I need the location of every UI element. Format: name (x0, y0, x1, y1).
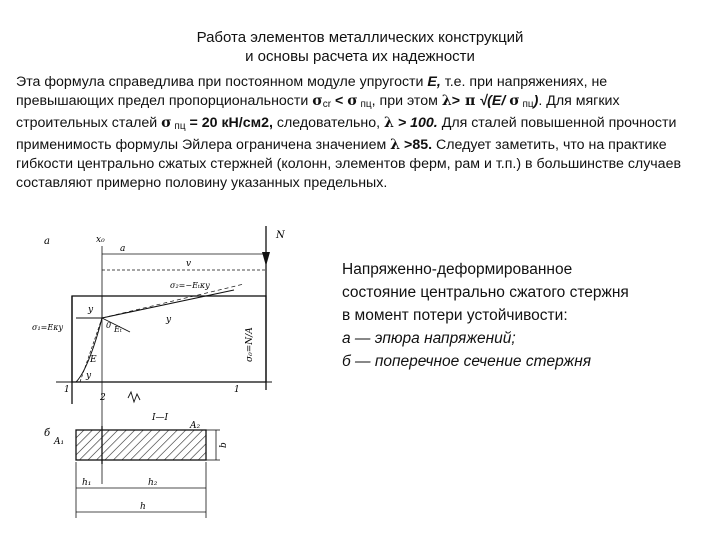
sigma-symbol: σ (509, 93, 520, 109)
label-A1: A₁ (54, 437, 65, 447)
label-h: h (140, 502, 146, 512)
stress-rectangle (72, 296, 266, 382)
label-h1: h₁ (82, 478, 92, 488)
cross-section (76, 430, 206, 460)
caption-line-3: в момент потери устойчивости: (342, 307, 568, 324)
formula-run: √(E/ (475, 93, 510, 109)
lambda-symbol: λ (390, 137, 401, 153)
pi-symbol: π (460, 93, 476, 109)
text-run: , при этом (371, 93, 442, 109)
sigma-symbol: σ (347, 93, 358, 109)
label-section: I—I (152, 413, 169, 423)
text-run: т.е. при напряжениях, не превышающих предел пропорциональности (16, 74, 608, 109)
label-a-dim: a (120, 244, 126, 254)
caption-line-1: Напряженно-деформированное (342, 261, 573, 278)
label-x0: x₀ (96, 235, 105, 245)
caption-line-5: б — поперечное сечение стержня (342, 353, 592, 370)
label-zero: 0 (106, 321, 112, 330)
label-b: б (44, 428, 51, 439)
label-y-top: y (88, 305, 94, 315)
subscript: пц (357, 99, 372, 110)
value-run: >85. (400, 137, 433, 153)
main-paragraph (16, 73, 706, 193)
label-1-right: 1 (234, 385, 240, 395)
value-run: = 20 кН/см2, (185, 115, 273, 131)
label-sigma2: σ₂=−Eₜκy (170, 281, 210, 290)
label-A2: A₂ (190, 421, 201, 431)
stress-diagram (20, 222, 320, 538)
lambda-symbol: λ (441, 93, 452, 109)
label-a: а (44, 236, 50, 247)
subscript: cr (322, 99, 332, 110)
text-run: Эта формула справедлива при постоянном модуле упругости (16, 74, 428, 90)
text-run: Следует заметить, что на практике гибкости центрально сжатых стержней (колонн, элементов ферм, рам и т.п.) в большинстве случаев составляют примерно половину указанных предельных. (16, 137, 681, 191)
label-b-dim: b (219, 442, 229, 448)
text-run: . Для мягких строительных сталей (16, 93, 620, 131)
label-v: v (186, 259, 192, 269)
title-line-2: и основы расчета их надежности (245, 48, 475, 65)
label-y-right: y (166, 315, 172, 325)
caption-line-4: а — эпюра напряжений; (342, 330, 516, 347)
formula-run: ) (533, 93, 539, 109)
label-sigma1: σ₁=Eκy (32, 323, 63, 332)
text-run: > (451, 93, 461, 109)
text-run: Для сталей повышенной прочности применимость формулы Эйлера ограничена значением (16, 115, 677, 153)
caption-line-2: состояние центрально сжатого стержня (342, 284, 629, 301)
label-1-left: 1 (64, 385, 70, 395)
slide-title (0, 28, 720, 66)
title-line-1: Работа элементов металлических конструкций (196, 29, 524, 46)
text-run: следовательно, (272, 115, 385, 131)
modulus-symbol: E, (427, 74, 441, 90)
subscript: пц (171, 121, 186, 132)
label-Et: Eₜ (114, 325, 122, 334)
stress-line (102, 290, 234, 318)
text-run: < (331, 93, 348, 109)
label-2: 2 (100, 393, 106, 403)
subscript: пц (519, 99, 534, 110)
label-E: E (90, 355, 97, 365)
figure-caption (342, 258, 702, 373)
label-h2: h₂ (148, 478, 158, 488)
sigma-symbol: σ (161, 115, 172, 131)
label-sigma0: σ₀=N/A (245, 327, 255, 362)
label-N: N (276, 230, 285, 241)
label-y-bottom: y (86, 371, 92, 381)
break-mark (128, 392, 140, 402)
sigma-symbol: σ (312, 93, 323, 109)
value-run: > 100. (393, 115, 438, 131)
lambda-symbol: λ (384, 115, 394, 131)
